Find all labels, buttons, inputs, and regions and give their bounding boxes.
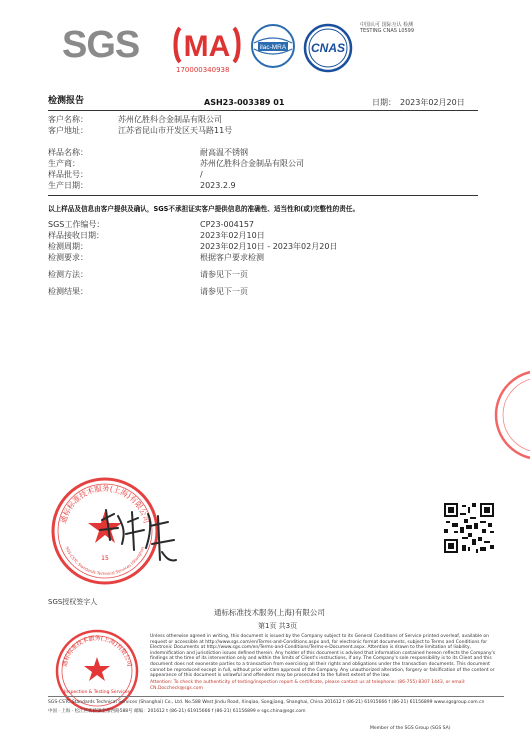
seal-text: 通标标准技术服务(上海)有限公司: [58, 483, 152, 525]
sgs-no-label: SGS工作编号：: [48, 220, 105, 229]
ilac-logo-text: ilac-MRA: [259, 44, 287, 51]
footer-address-cn: 中国 · 上海 · 松江区新桥镇金都西路588号 邮编：201612 t (86-21) 61915666 f (86-21) 61156899 e sgs.china@sgs.com: [48, 709, 306, 714]
attention-text: Attention: To check the authenticity of testing/inspection report & certificate, please contact us at telephone: (86-755) 8307 1443, or email: CN.Doccheck@sgs.com: [150, 680, 466, 691]
model-label: 样品批号：: [48, 170, 88, 179]
cnas-caption: 中国认可 国际互认 检测 TESTING CNAS L0599: [360, 22, 415, 34]
address-label: 客户地址：: [48, 126, 88, 135]
handwritten-signature: [92, 500, 182, 575]
sample-name: 耐高温不锈钢: [200, 148, 248, 157]
issuer-company: 通标标准技术服务(上海)有限公司: [214, 608, 325, 617]
cma-number: 170000340938: [176, 66, 230, 74]
report-number: ASH23-003389 01: [204, 98, 285, 107]
report-title: 检测报告: [48, 96, 85, 106]
test-request: 根据客户要求检测: [200, 253, 264, 262]
client-label: 客户名称：: [48, 115, 88, 124]
received-label: 样品接收日期：: [48, 231, 104, 240]
header-rule: [48, 110, 478, 111]
qr-code: [444, 503, 494, 553]
model: /: [200, 170, 203, 179]
sample-rule: [48, 195, 478, 196]
maker: 苏州亿胜科合金制品有限公司: [200, 159, 304, 168]
member-text: Member of the SGS Group (SGS SA): [370, 726, 451, 731]
sgs-logo: SGS: [62, 24, 140, 66]
client-name: 苏州亿胜科合金制品有限公司: [118, 115, 222, 124]
footer-address-en: SGS-CSTC Standards Technical Services (Shanghai) Co., Ltd. No.588 West Jindu Road, Xinqiao, Songjiang, Shanghai, China 201612 t (86-21) 61915666 f (86-21) 61156899 www.sgsgroup.com.cn: [48, 700, 485, 705]
period-label: 检测周期：: [48, 242, 88, 251]
test-result: 请参见下一页: [200, 287, 248, 296]
footer-seal-caption: Inspection & Testing Services: [64, 690, 130, 695]
client-address: 江苏省昆山市开发区天马路11号: [118, 126, 233, 135]
page-number: 第1页 共3页: [258, 622, 298, 630]
signer-label: SGS授权签字人: [48, 598, 98, 606]
report-date: 2023年02月20日: [400, 98, 465, 107]
request-label: 检测要求：: [48, 253, 88, 262]
test-period: 2023年02月10日 - 2023年02月20日: [200, 242, 338, 251]
maker-label: 生产商：: [48, 159, 80, 168]
method-label: 检测方法：: [48, 270, 88, 279]
sgs-no: CP23-004157: [200, 220, 255, 229]
cma-logo: [172, 22, 242, 68]
seal-center-number: 15: [101, 555, 109, 562]
footer-seal-text: 通标标准技术服务(上海)有限公司: [61, 634, 133, 668]
cnas-logo: [303, 23, 353, 73]
footer-rule: [48, 696, 504, 697]
report-date-label: 日期：: [372, 98, 396, 107]
seal-text-en: SGS-CSTC Standards Technical Services (Shanghai): [64, 545, 146, 577]
test-method: 请参见下一页: [200, 270, 248, 279]
notice: 以上样品及信息由客户提供及确认，SGS不承担证实客户提供信息的准确性、适当性和(或)完整性的责任。: [48, 205, 360, 213]
cma-logo-text: MA: [183, 30, 231, 63]
received-date: 2023年02月10日: [200, 231, 265, 240]
partial-seal: [488, 365, 530, 465]
terms-text: Unless otherwise agreed in writing, this document is issued by the Company subject to its General Conditions of Service printed overleaf, available on request or accessible at http://www.sgs.com/en/Terms-and-Conditions.aspx and, for electronic format documents, subject to Terms and Conditions for Electronic Documents at http://www.sgs.com/en/Terms-and-Conditions/Terms-e-Document.aspx. Attention is drawn to the limitation of liability, indemnification and jurisdiction issues defined therein. Any holder of this document is advised that information contained hereon reflects the Company's findings at the time of its intervention only and within the limits of Client's instructions, if any. The Company's sole responsibility is to its Client and this document does not exonerate parties to a transaction from exercising all their rights and obligations under the transaction documents. This document cannot be reproduced except in full, without prior written approval of the Company. Any unauthorized alteration, forgery or falsification of the content or appearance of this document is unlawful and offenders may be prosecuted to the fullest extent of the law.: [150, 634, 496, 679]
result-label: 检测结果：: [48, 287, 88, 296]
ilac-logo: [250, 23, 296, 69]
production-date-label: 生产日期：: [48, 181, 88, 190]
sample-name-label: 样品名称：: [48, 148, 88, 157]
cnas-logo-text: CNAS: [310, 41, 346, 55]
production-date: 2023.2.9: [200, 181, 236, 190]
